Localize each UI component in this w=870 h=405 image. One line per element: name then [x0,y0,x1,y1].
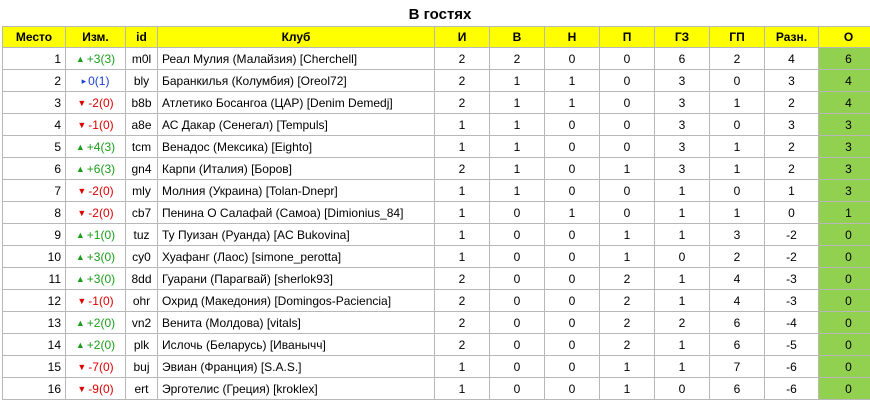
cell-club: Пенина О Салафай (Самоа) [Dimionius_84] [158,202,435,224]
change-value: -1(0) [88,117,114,132]
change-value: +4(3) [86,139,116,154]
table-row [3,136,870,158]
cell-goal-diff: 4 [765,48,819,70]
cell-place: 7 [3,180,66,202]
cell-draws: 0 [545,334,600,356]
header-club: Клуб [158,27,435,48]
cell-goals-against: 1 [710,136,765,158]
change-value: -1(0) [88,293,114,308]
cell-losses: 2 [600,312,655,334]
cell-losses: 2 [600,290,655,312]
cell-id: vn2 [126,312,158,334]
cell-goals-against: 6 [710,334,765,356]
cell-change [66,48,126,70]
arrow-up-icon: ▲ [75,163,85,174]
cell-losses: 1 [600,224,655,246]
cell-change [66,158,126,180]
arrow-down-icon: ▼ [77,295,87,306]
cell-draws: 0 [545,48,600,70]
cell-place: 11 [3,268,66,290]
cell-games: 1 [435,202,490,224]
change-value: -2(0) [88,95,114,110]
cell-goal-diff: -3 [765,268,819,290]
arrow-up-icon: ▲ [75,229,85,240]
arrow-up-icon: ▲ [75,251,85,262]
cell-change [66,114,126,136]
cell-points: 0 [819,246,870,268]
cell-points: 3 [819,114,870,136]
table-row [3,202,870,224]
cell-place: 9 [3,224,66,246]
cell-points: 0 [819,334,870,356]
cell-goals-against: 1 [710,158,765,180]
cell-id: bly [126,70,158,92]
cell-wins: 0 [490,334,545,356]
cell-goal-diff: 2 [765,158,819,180]
cell-id: tcm [126,136,158,158]
cell-wins: 0 [490,356,545,378]
cell-losses: 0 [600,48,655,70]
cell-place: 14 [3,334,66,356]
cell-games: 2 [435,312,490,334]
cell-place: 6 [3,158,66,180]
cell-change [66,312,126,334]
arrow-up-icon: ▲ [75,53,85,64]
header-goal-diff: Разн. [765,27,819,48]
cell-place: 5 [3,136,66,158]
change-value: +3(0) [86,249,116,264]
cell-place: 4 [3,114,66,136]
cell-points: 0 [819,268,870,290]
cell-change [66,70,126,92]
arrow-down-icon: ▼ [77,383,87,394]
cell-losses: 0 [600,70,655,92]
cell-points: 0 [819,312,870,334]
cell-goal-diff: 3 [765,70,819,92]
cell-club: Карпи (Италия) [Боров] [158,158,435,180]
cell-games: 2 [435,158,490,180]
cell-points: 0 [819,290,870,312]
cell-change [66,334,126,356]
change-value: -2(0) [88,205,114,220]
cell-goals-against: 0 [710,180,765,202]
cell-goals-for: 2 [655,312,710,334]
cell-place: 2 [3,70,66,92]
cell-games: 2 [435,290,490,312]
cell-games: 2 [435,48,490,70]
arrow-down-icon: ▼ [77,119,87,130]
cell-losses: 0 [600,202,655,224]
cell-goal-diff: -3 [765,290,819,312]
arrow-right-icon: ▸ [81,75,87,86]
cell-goal-diff: -6 [765,356,819,378]
cell-id: ert [126,378,158,400]
cell-goal-diff: 3 [765,114,819,136]
cell-draws: 0 [545,312,600,334]
cell-draws: 0 [545,136,600,158]
change-value: +1(0) [86,227,116,242]
cell-wins: 0 [490,290,545,312]
cell-losses: 0 [600,180,655,202]
cell-goal-diff: -5 [765,334,819,356]
cell-place: 15 [3,356,66,378]
cell-id: cy0 [126,246,158,268]
change-value: -9(0) [88,381,114,396]
cell-losses: 1 [600,158,655,180]
cell-id: gn4 [126,158,158,180]
cell-points: 4 [819,92,870,114]
cell-club: Молния (Украина) [Tolan-Dnepr] [158,180,435,202]
change-value: -2(0) [88,183,114,198]
cell-place: 10 [3,246,66,268]
cell-games: 1 [435,180,490,202]
table-title: В гостях [408,6,472,23]
cell-points: 0 [819,224,870,246]
cell-games: 1 [435,224,490,246]
cell-draws: 0 [545,158,600,180]
cell-games: 1 [435,136,490,158]
table-row [3,158,870,180]
arrow-up-icon: ▲ [75,141,85,152]
cell-goals-for: 1 [655,290,710,312]
cell-wins: 0 [490,312,545,334]
cell-wins: 0 [490,202,545,224]
cell-id: b8b [126,92,158,114]
cell-points: 0 [819,356,870,378]
change-value: 0(1) [88,73,110,88]
arrow-up-icon: ▲ [75,317,85,328]
cell-losses: 1 [600,378,655,400]
cell-goals-against: 2 [710,246,765,268]
cell-goals-against: 1 [710,92,765,114]
header-games: И [435,27,490,48]
cell-wins: 0 [490,246,545,268]
arrow-down-icon: ▼ [77,97,87,108]
cell-losses: 0 [600,92,655,114]
standings-table [2,26,870,400]
cell-goal-diff: 2 [765,136,819,158]
cell-draws: 0 [545,290,600,312]
cell-goals-for: 0 [655,246,710,268]
table-row [3,224,870,246]
cell-change [66,136,126,158]
table-row [3,290,870,312]
cell-id: cb7 [126,202,158,224]
header-place: Место [3,27,66,48]
cell-goal-diff: 0 [765,202,819,224]
cell-goal-diff: 1 [765,180,819,202]
cell-change [66,246,126,268]
cell-club: Гуарани (Парагвай) [sherlok93] [158,268,435,290]
cell-goals-for: 1 [655,356,710,378]
cell-goals-against: 3 [710,224,765,246]
cell-games: 1 [435,246,490,268]
cell-points: 1 [819,202,870,224]
cell-goals-against: 4 [710,268,765,290]
change-value: +3(0) [86,271,116,286]
cell-change [66,180,126,202]
cell-games: 2 [435,70,490,92]
cell-draws: 0 [545,114,600,136]
table-row [3,114,870,136]
cell-goals-against: 7 [710,356,765,378]
table-row [3,268,870,290]
change-value: +2(0) [86,315,116,330]
cell-wins: 0 [490,224,545,246]
cell-id: mly [126,180,158,202]
cell-goals-for: 3 [655,136,710,158]
header-points: О [819,27,870,48]
cell-club: Эвиан (Франция) [S.A.S.] [158,356,435,378]
cell-losses: 2 [600,268,655,290]
cell-club: Венита (Молдова) [vitals] [158,312,435,334]
cell-goals-against: 6 [710,312,765,334]
table-row [3,378,870,400]
cell-draws: 0 [545,378,600,400]
cell-draws: 0 [545,268,600,290]
cell-points: 6 [819,48,870,70]
cell-wins: 1 [490,180,545,202]
cell-wins: 1 [490,136,545,158]
table-row [3,356,870,378]
cell-change [66,92,126,114]
cell-points: 3 [819,136,870,158]
cell-wins: 0 [490,378,545,400]
cell-place: 13 [3,312,66,334]
header-change: Изм. [66,27,126,48]
change-value: -7(0) [88,359,114,374]
cell-points: 3 [819,158,870,180]
table-row [3,48,870,70]
cell-draws: 0 [545,224,600,246]
arrow-down-icon: ▼ [77,361,87,372]
cell-place: 8 [3,202,66,224]
cell-club: Реал Мулия (Малайзия) [Cherchell] [158,48,435,70]
cell-goal-diff: 2 [765,92,819,114]
cell-games: 1 [435,114,490,136]
header-goals-against: ГП [710,27,765,48]
cell-goals-for: 1 [655,180,710,202]
arrow-up-icon: ▲ [75,339,85,350]
header-wins: В [490,27,545,48]
cell-goals-for: 3 [655,158,710,180]
cell-goals-for: 1 [655,224,710,246]
cell-club: АС Дакар (Сенегал) [Tempuls] [158,114,435,136]
cell-place: 16 [3,378,66,400]
cell-id: 8dd [126,268,158,290]
cell-club: Охрид (Македония) [Domingos-Paciencia] [158,290,435,312]
cell-games: 2 [435,92,490,114]
cell-change [66,290,126,312]
cell-goals-against: 4 [710,290,765,312]
cell-goals-for: 3 [655,114,710,136]
cell-goals-for: 3 [655,70,710,92]
arrow-up-icon: ▲ [75,273,85,284]
cell-club: Атлетико Босангоа (ЦАР) [Denim Demedj] [158,92,435,114]
cell-points: 4 [819,70,870,92]
cell-change [66,356,126,378]
table-row [3,312,870,334]
cell-goals-for: 0 [655,378,710,400]
cell-change [66,202,126,224]
header-losses: П [600,27,655,48]
cell-club: Ту Пуизан (Руанда) [AC Bukovina] [158,224,435,246]
change-value: +6(3) [86,161,116,176]
cell-goal-diff: -4 [765,312,819,334]
cell-id: plk [126,334,158,356]
cell-points: 0 [819,378,870,400]
cell-goals-against: 2 [710,48,765,70]
change-value: +2(0) [86,337,116,352]
cell-goals-for: 1 [655,202,710,224]
cell-club: Хуафанг (Лаос) [simone_perotta] [158,246,435,268]
change-value: +3(3) [86,51,116,66]
cell-place: 12 [3,290,66,312]
cell-club: Эрготелис (Греция) [kroklex] [158,378,435,400]
cell-draws: 0 [545,356,600,378]
cell-id: m0l [126,48,158,70]
table-row [3,334,870,356]
cell-points: 3 [819,180,870,202]
table-row [3,180,870,202]
header-row [3,27,870,48]
cell-losses: 0 [600,136,655,158]
cell-wins: 1 [490,158,545,180]
header-draws: Н [545,27,600,48]
cell-id: a8e [126,114,158,136]
cell-club: Венадос (Мексика) [Eighto] [158,136,435,158]
cell-change [66,378,126,400]
cell-goals-for: 1 [655,268,710,290]
cell-goals-for: 1 [655,334,710,356]
cell-wins: 1 [490,92,545,114]
cell-wins: 0 [490,268,545,290]
cell-games: 2 [435,334,490,356]
cell-draws: 1 [545,70,600,92]
cell-draws: 0 [545,180,600,202]
cell-club: Ислочь (Беларусь) [Иванычч] [158,334,435,356]
cell-wins: 2 [490,48,545,70]
cell-draws: 1 [545,92,600,114]
cell-change [66,224,126,246]
header-goals-for: ГЗ [655,27,710,48]
table-body [3,48,870,400]
cell-wins: 1 [490,114,545,136]
cell-goals-for: 6 [655,48,710,70]
cell-goals-against: 0 [710,114,765,136]
cell-draws: 0 [545,246,600,268]
cell-wins: 1 [490,70,545,92]
arrow-down-icon: ▼ [77,207,87,218]
cell-goal-diff: -2 [765,246,819,268]
cell-goals-against: 0 [710,70,765,92]
cell-games: 1 [435,356,490,378]
table-row [3,92,870,114]
cell-id: buj [126,356,158,378]
table-row [3,246,870,268]
cell-place: 1 [3,48,66,70]
cell-games: 1 [435,378,490,400]
cell-losses: 1 [600,356,655,378]
cell-losses: 2 [600,334,655,356]
cell-id: ohr [126,290,158,312]
cell-games: 2 [435,268,490,290]
cell-club: Баранкилья (Колумбия) [Oreol72] [158,70,435,92]
arrow-down-icon: ▼ [77,185,87,196]
header-id: id [126,27,158,48]
cell-goal-diff: -2 [765,224,819,246]
cell-goals-against: 6 [710,378,765,400]
cell-draws: 1 [545,202,600,224]
table-row [3,70,870,92]
cell-goal-diff: -6 [765,378,819,400]
cell-place: 3 [3,92,66,114]
cell-losses: 0 [600,114,655,136]
cell-goals-against: 1 [710,202,765,224]
cell-id: tuz [126,224,158,246]
cell-change [66,268,126,290]
cell-losses: 1 [600,246,655,268]
cell-goals-for: 3 [655,92,710,114]
